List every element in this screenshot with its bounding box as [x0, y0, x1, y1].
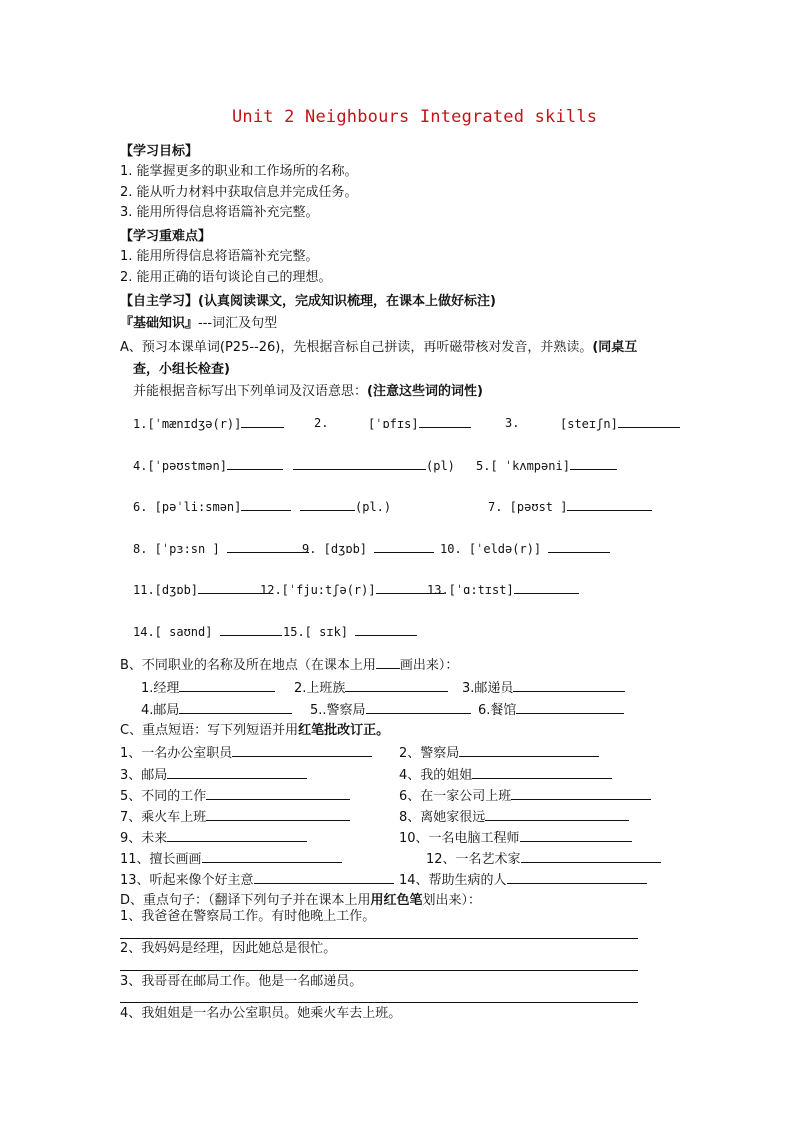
- difficulties-heading: 【学习重难点】: [120, 229, 212, 244]
- phonetic-item: [steɪʃn]: [560, 414, 680, 433]
- section-b-item: 6.餐馆: [478, 700, 624, 720]
- section-a-line1: [120, 339, 637, 357]
- phonetic-item: 14.[ saʊnd]: [133, 622, 282, 641]
- answer-blank[interactable]: [179, 678, 275, 692]
- section-b-item: 2.上班族: [294, 678, 448, 698]
- answer-blank[interactable]: [507, 870, 647, 884]
- phonetic-item: 2.: [314, 416, 329, 430]
- sentence-item: 4、我姐姐是一名办公室职员。她乘火车去上班。: [120, 1006, 402, 1021]
- basic-knowledge-heading: 『基础知识』: [120, 316, 199, 331]
- phonetic-item: (pl): [293, 456, 455, 475]
- answer-blank[interactable]: [511, 786, 651, 800]
- difficulty-item: 1. 能用所得信息将语篇补充完整。: [120, 249, 319, 264]
- sentence-item: 2、我妈妈是经理，因此她总是很忙。: [120, 941, 337, 956]
- answer-blank[interactable]: [300, 497, 355, 511]
- phrase-item: 2、警察局: [399, 743, 599, 763]
- section-b-item: 5..警察局: [310, 700, 471, 720]
- phrase-item: 13、听起来像个好主意: [120, 870, 394, 890]
- phonetic-item: 6. [pəˈli:smən]: [133, 497, 291, 516]
- phrase-item: 5、不同的工作: [120, 786, 350, 806]
- phonetic-item: 7. [pəʊst ]: [488, 497, 652, 516]
- section-a-bold-text: (同桌互: [592, 340, 638, 355]
- answer-blank[interactable]: [293, 456, 426, 470]
- section-b-item: 3.邮递员: [462, 678, 625, 698]
- phonetic-item: 12.[ˈfju:tʃə(r)]: [260, 580, 444, 599]
- answer-blank[interactable]: [419, 414, 471, 428]
- phrase-item: 11、擅长画画: [120, 849, 342, 869]
- answer-blank[interactable]: [241, 497, 291, 511]
- phonetic-item: 11.[dʒɒb]: [133, 580, 268, 599]
- section-c-heading: C、重点短语：写下列短语并用红笔批改订正。: [120, 723, 390, 738]
- difficulty-item: 2. 能用正确的语句谈论自己的理想。: [120, 270, 332, 285]
- section-a-text: 并能根据音标写出下列单词及汉语意思：: [133, 384, 368, 399]
- answer-blank[interactable]: [485, 807, 629, 821]
- basic-knowledge-line: [120, 315, 277, 333]
- section-a-line3: [133, 383, 483, 401]
- phonetic-item: 8. [ˈpɜ:sn ]: [133, 539, 309, 558]
- answer-blank[interactable]: [179, 700, 292, 714]
- section-a-bold-text: (注意这些词的词性): [367, 384, 483, 399]
- underline-mark: [376, 655, 400, 669]
- answer-blank[interactable]: [241, 414, 284, 428]
- phonetic-item: 15.[ sɪk]: [283, 622, 417, 641]
- phrase-item: 4、我的姐姐: [399, 765, 612, 785]
- answer-blank[interactable]: [472, 765, 612, 779]
- answer-blank[interactable]: [355, 622, 417, 636]
- phrase-item: 10、一名电脑工程师: [399, 828, 632, 848]
- answer-blank[interactable]: [206, 786, 350, 800]
- answer-blank[interactable]: [167, 828, 307, 842]
- phonetic-item: 5.[ ˈkʌmpəni]: [476, 456, 617, 475]
- answer-blank[interactable]: [167, 765, 307, 779]
- answer-blank[interactable]: [345, 678, 448, 692]
- phonetic-item: 9. [dʒɒb]: [302, 539, 434, 558]
- answer-blank[interactable]: [366, 700, 471, 714]
- answer-blank[interactable]: [548, 539, 610, 553]
- answer-blank[interactable]: [198, 580, 268, 594]
- answer-blank[interactable]: [567, 497, 652, 511]
- objective-item: 3. 能用所得信息将语篇补充完整。: [120, 205, 319, 220]
- answer-blank[interactable]: [513, 678, 625, 692]
- phonetic-item: 4.[ˈpəʊstmən]: [133, 456, 283, 475]
- answer-blank[interactable]: [618, 414, 680, 428]
- phonetic-item: 3.: [505, 416, 520, 430]
- answer-blank[interactable]: [232, 743, 372, 757]
- section-d-heading: D、重点句子：（翻译下列句子并在课本上用用红色笔划出来）：: [120, 893, 482, 908]
- page-title: Unit 2 Neighbours Integrated skills: [232, 107, 598, 127]
- objectives-heading: 【学习目标】: [120, 144, 199, 159]
- answer-blank[interactable]: [521, 849, 661, 863]
- self-study-heading: 【自主学习】(认真阅读课文，完成知识梳理，在课本上做好标注): [120, 294, 496, 309]
- answer-blank[interactable]: [254, 870, 394, 884]
- sentence-item: 3、我哥哥在邮局工作。他是一名邮递员。: [120, 974, 363, 989]
- phonetic-item: 13.[ˈɑ:tɪst]: [427, 580, 579, 599]
- answer-line[interactable]: [120, 938, 638, 939]
- phonetic-item: 10. [ˈeldə(r)]: [440, 539, 610, 558]
- answer-blank[interactable]: [227, 539, 309, 553]
- phrase-item: 3、邮局: [120, 765, 307, 785]
- answer-blank[interactable]: [570, 456, 617, 470]
- section-b-item: 1.经理: [141, 678, 275, 698]
- section-b-heading: B、不同职业的名称及所在地点（在课本上用 画出来）：: [120, 655, 458, 675]
- objective-item: 2. 能从听力材料中获取信息并完成任务。: [120, 185, 358, 200]
- phrase-item: 6、在一家公司上班: [399, 786, 651, 806]
- answer-blank[interactable]: [227, 456, 283, 470]
- answer-line[interactable]: [120, 1002, 638, 1003]
- answer-blank[interactable]: [220, 622, 282, 636]
- section-a-line2: 查，小组长检查): [133, 362, 230, 377]
- answer-blank[interactable]: [374, 539, 434, 553]
- phrase-item: 1、一名办公室职员: [120, 743, 372, 763]
- answer-blank[interactable]: [206, 807, 350, 821]
- answer-line[interactable]: [120, 970, 638, 971]
- phrase-item: 8、离她家很远: [399, 807, 629, 827]
- objective-item: 1. 能掌握更多的职业和工作场所的名称。: [120, 164, 358, 179]
- answer-blank[interactable]: [459, 743, 599, 757]
- answer-blank[interactable]: [520, 828, 632, 842]
- phrase-item: 14、帮助生病的人: [399, 870, 647, 890]
- phrase-item: 7、乘火车上班: [120, 807, 350, 827]
- phonetic-item: [ˈɒfɪs]: [368, 414, 471, 433]
- basic-knowledge-sub: ---词汇及句型: [198, 316, 278, 331]
- answer-blank[interactable]: [514, 580, 579, 594]
- phrase-item: 9、未来: [120, 828, 307, 848]
- sentence-item: 1、我爸爸在警察局工作。有时他晚上工作。: [120, 909, 376, 924]
- section-b-item: 4.邮局: [141, 700, 292, 720]
- phrase-item: 12、一名艺术家: [426, 849, 661, 869]
- phonetic-item: (pl.): [300, 497, 391, 516]
- section-a-text: A、预习本课单词(P25--26)，先根据音标自己拼读，再听磁带核对发音，并熟读。: [120, 340, 593, 355]
- answer-blank[interactable]: [516, 700, 624, 714]
- answer-blank[interactable]: [202, 849, 342, 863]
- phonetic-item: 1.[ˈmænɪdʒə(r)]: [133, 414, 284, 433]
